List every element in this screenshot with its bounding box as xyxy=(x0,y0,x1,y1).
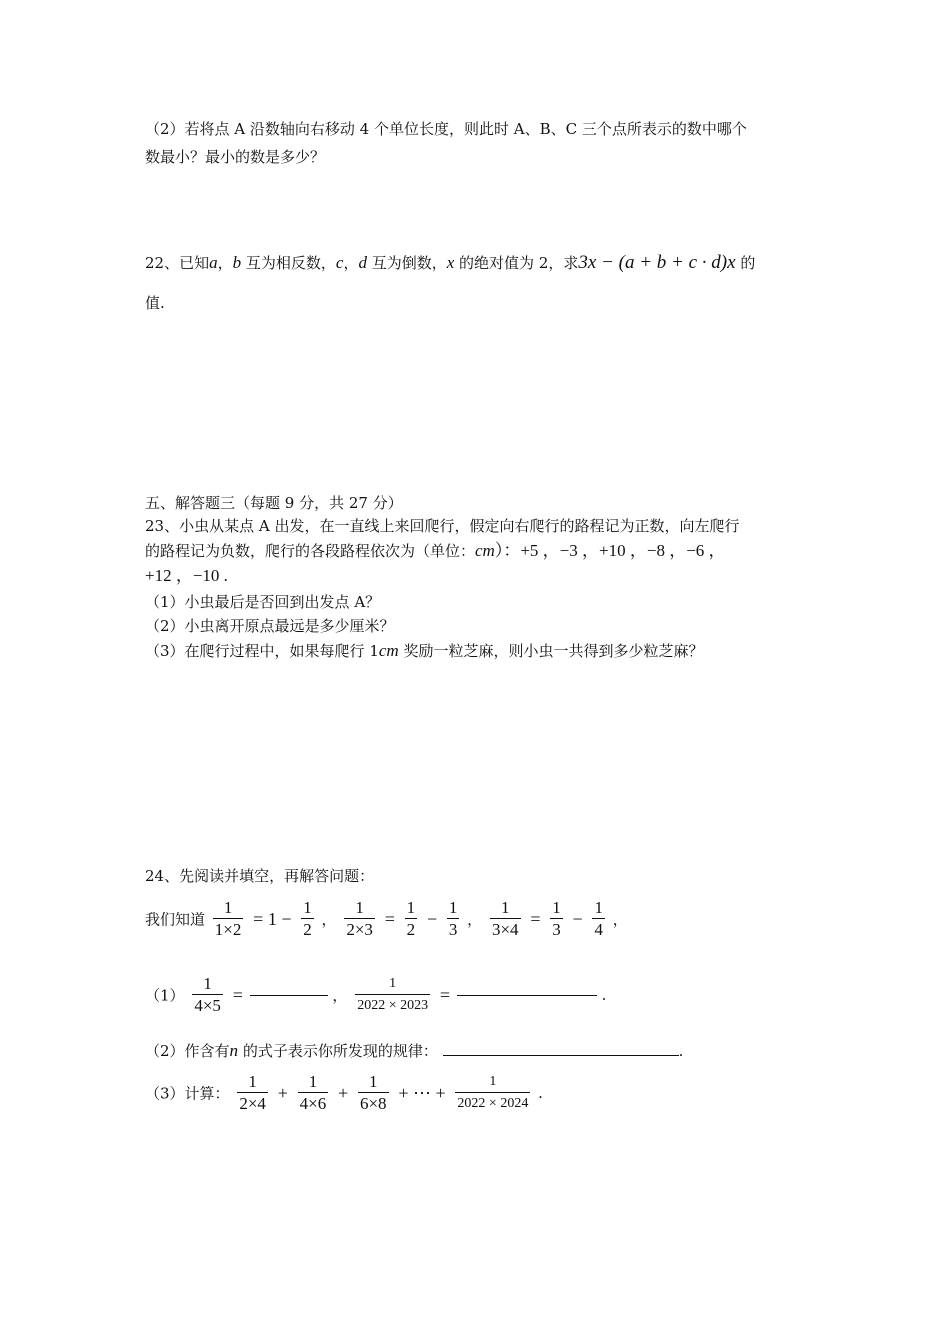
q23-sub2: （2）小虫离开原点最远是多少厘米？ xyxy=(145,617,395,635)
fraction: $\frac{1}{4}$ xyxy=(594,898,603,939)
fraction: $\frac{1}{3}$ xyxy=(552,898,561,939)
fraction: $\frac{1}{6\times 8}$ xyxy=(359,1072,387,1113)
q23-sub3: （3）在爬行过程中，如果每爬行 1cm 奖励一粒芝麻，则小虫一共得到多少粒芝麻？ xyxy=(145,641,704,660)
q23-line2: 的路程记为负数，爬行的各段路程依次为（单位：cm）：+5 ，−3 ，+10 ，−8 ，−6 ， xyxy=(145,541,726,560)
q22-line1: 22、已知a，b 互为相反数，c，d 互为倒数，x 的绝对值为 2，求3x − (a + b + c · d)x 的 xyxy=(145,252,756,273)
q23-line1: 23、小虫从某点 A 出发，在一直线上来回爬行，假定向右爬行的路程记为正数，向左爬行 xyxy=(145,517,740,535)
fraction: $\frac{1}{1\times 2}$ xyxy=(214,898,242,939)
q21-2-line2: 数最小？最小的数是多少？ xyxy=(145,148,326,166)
fraction: $\frac{1}{2022 \times 2024}$ xyxy=(455,1072,530,1114)
fraction: $\frac{1}{3\times 4}$ xyxy=(491,898,519,939)
fraction: $\frac{1}{2022 \times 2023}$ xyxy=(355,974,430,1016)
q22-line2: 值. xyxy=(145,294,165,312)
fraction: $\frac{1}{4\times 5}$ xyxy=(194,974,221,1015)
q24-sub1: （1） $\frac{1}{4\times 5}$ = ， $\frac{1}{2022 \times 2023}$ = . xyxy=(145,974,607,1015)
q23-line3: +12 ，−10 . xyxy=(145,566,228,585)
q24-intro: 24、先阅读并填空，再解答问题： xyxy=(145,867,375,885)
answer-blank-3[interactable] xyxy=(443,1055,679,1056)
fraction: $\frac{1}{2\times 4}$ xyxy=(239,1072,266,1113)
answer-blank-1[interactable] xyxy=(250,995,328,996)
answer-blank-2[interactable] xyxy=(457,995,597,996)
fraction: $\frac{1}{2\times 3}$ xyxy=(346,898,373,939)
q24-known-identities: 我们知道 $\frac{1}{1\times 2}$ = 1 − $\frac{1}{2}$ ， $\frac{1}{2\times 3}$ = $\frac{1}{2}$ − $\frac{1}{3}$ ， $\frac{1}{3\times 4}$ = $\frac{1}{3}$ − $\frac{1}{4}$ ， xyxy=(145,898,628,939)
fraction: $\frac{1}{2}$ xyxy=(406,898,416,939)
q24-sub2: （2）作含有n 的式子表示你所发现的规律： . xyxy=(145,1041,684,1060)
q22-expression: 3x − (a + b + c · d)x xyxy=(578,252,736,273)
fraction: $\frac{1}{3}$ xyxy=(448,898,458,939)
q24-sub3: （3）计算： $\frac{1}{2\times 4}$ + $\frac{1}{4\times 6}$ + $\frac{1}{6\times 8}$ + ⋯ + $\frac{1}{2022 \times 2024}$ . xyxy=(145,1072,543,1113)
q21-2-line1: （2）若将点 A 沿数轴向右移动 4 个单位长度，则此时 A、B、C 三个点所表示的数中哪个 xyxy=(145,120,747,138)
fraction: $\frac{1}{2}$ xyxy=(303,898,312,939)
q23-sub1: （1）小虫最后是否回到出发点 A？ xyxy=(145,593,381,611)
section-5-title: 五、解答题三（每题 9 分，共 27 分） xyxy=(145,494,403,512)
fraction: $\frac{1}{4\times 6}$ xyxy=(299,1072,327,1113)
